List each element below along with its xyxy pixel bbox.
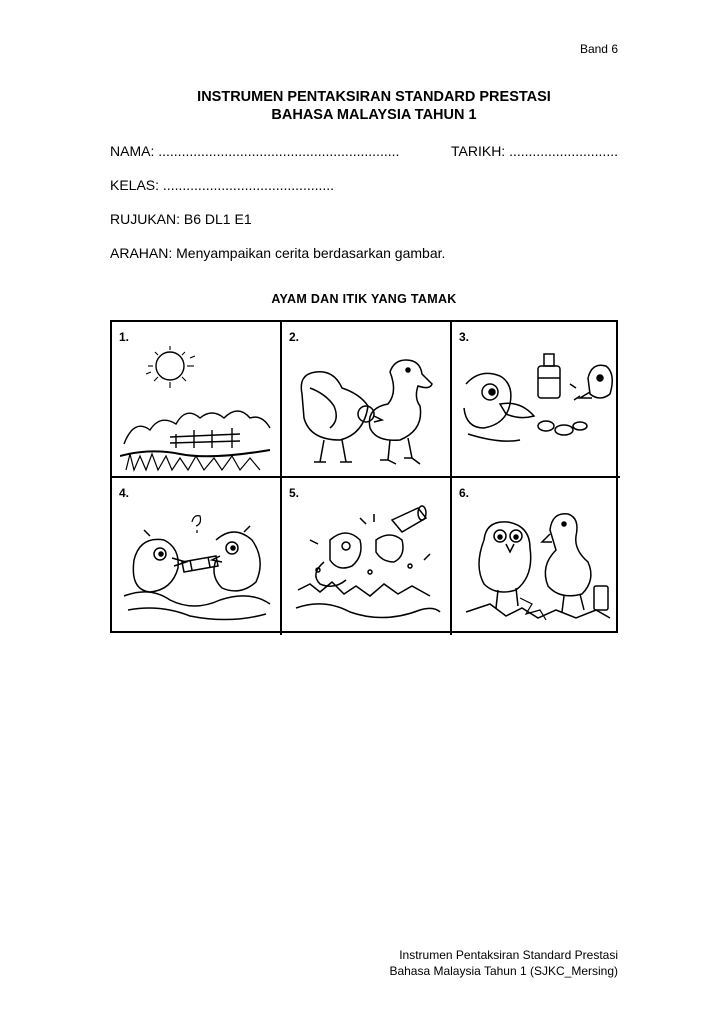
panel-number: 5.	[289, 486, 300, 500]
footer-line-1: Instrumen Pentaksiran Standard Prestasi	[399, 948, 618, 962]
tarikh-field: TARIKH: ............................	[451, 143, 618, 159]
hen-and-duck-sad-illustration	[460, 500, 614, 628]
picture-grid	[110, 320, 618, 633]
sun-landscape-illustration	[120, 344, 274, 472]
panel-number: 2.	[289, 330, 300, 344]
panel-4	[112, 478, 282, 635]
footer	[389, 947, 618, 979]
panel-number: 1.	[119, 330, 130, 344]
panel-6	[452, 478, 620, 635]
rujukan-field: RUJUKAN: B6 DL1 E1	[110, 211, 252, 227]
title-line-1: INSTRUMEN PENTAKSIRAN STANDARD PRESTASI	[197, 89, 551, 105]
panel-number: 4.	[119, 486, 130, 500]
title-line-2: BAHASA MALAYSIA TAHUN 1	[271, 107, 477, 123]
animals-see-bottle-illustration	[460, 344, 614, 472]
nama-field: NAMA: ..............................................................	[110, 143, 400, 159]
document-title	[0, 88, 728, 124]
band-label: Band 6	[579, 42, 618, 56]
arahan-field: ARAHAN: Menyampaikan cerita berdasarkan gambar.	[110, 245, 446, 261]
panel-3	[452, 322, 620, 478]
panel-number: 6.	[459, 486, 470, 500]
panel-5	[282, 478, 452, 635]
kelas-field: KELAS: ............................................	[110, 177, 335, 193]
story-title: AYAM DAN ITIK YANG TAMAK	[271, 292, 457, 306]
tug-of-war-over-bottle-illustration	[120, 500, 274, 628]
hen-and-duck-walking-illustration	[290, 344, 444, 472]
panel-number: 3.	[459, 330, 470, 344]
bottle-breaking-illustration	[290, 500, 444, 628]
footer-line-2: Bahasa Malaysia Tahun 1 (SJKC_Mersing)	[389, 964, 618, 978]
panel-1	[112, 322, 282, 478]
panel-2	[282, 322, 452, 478]
